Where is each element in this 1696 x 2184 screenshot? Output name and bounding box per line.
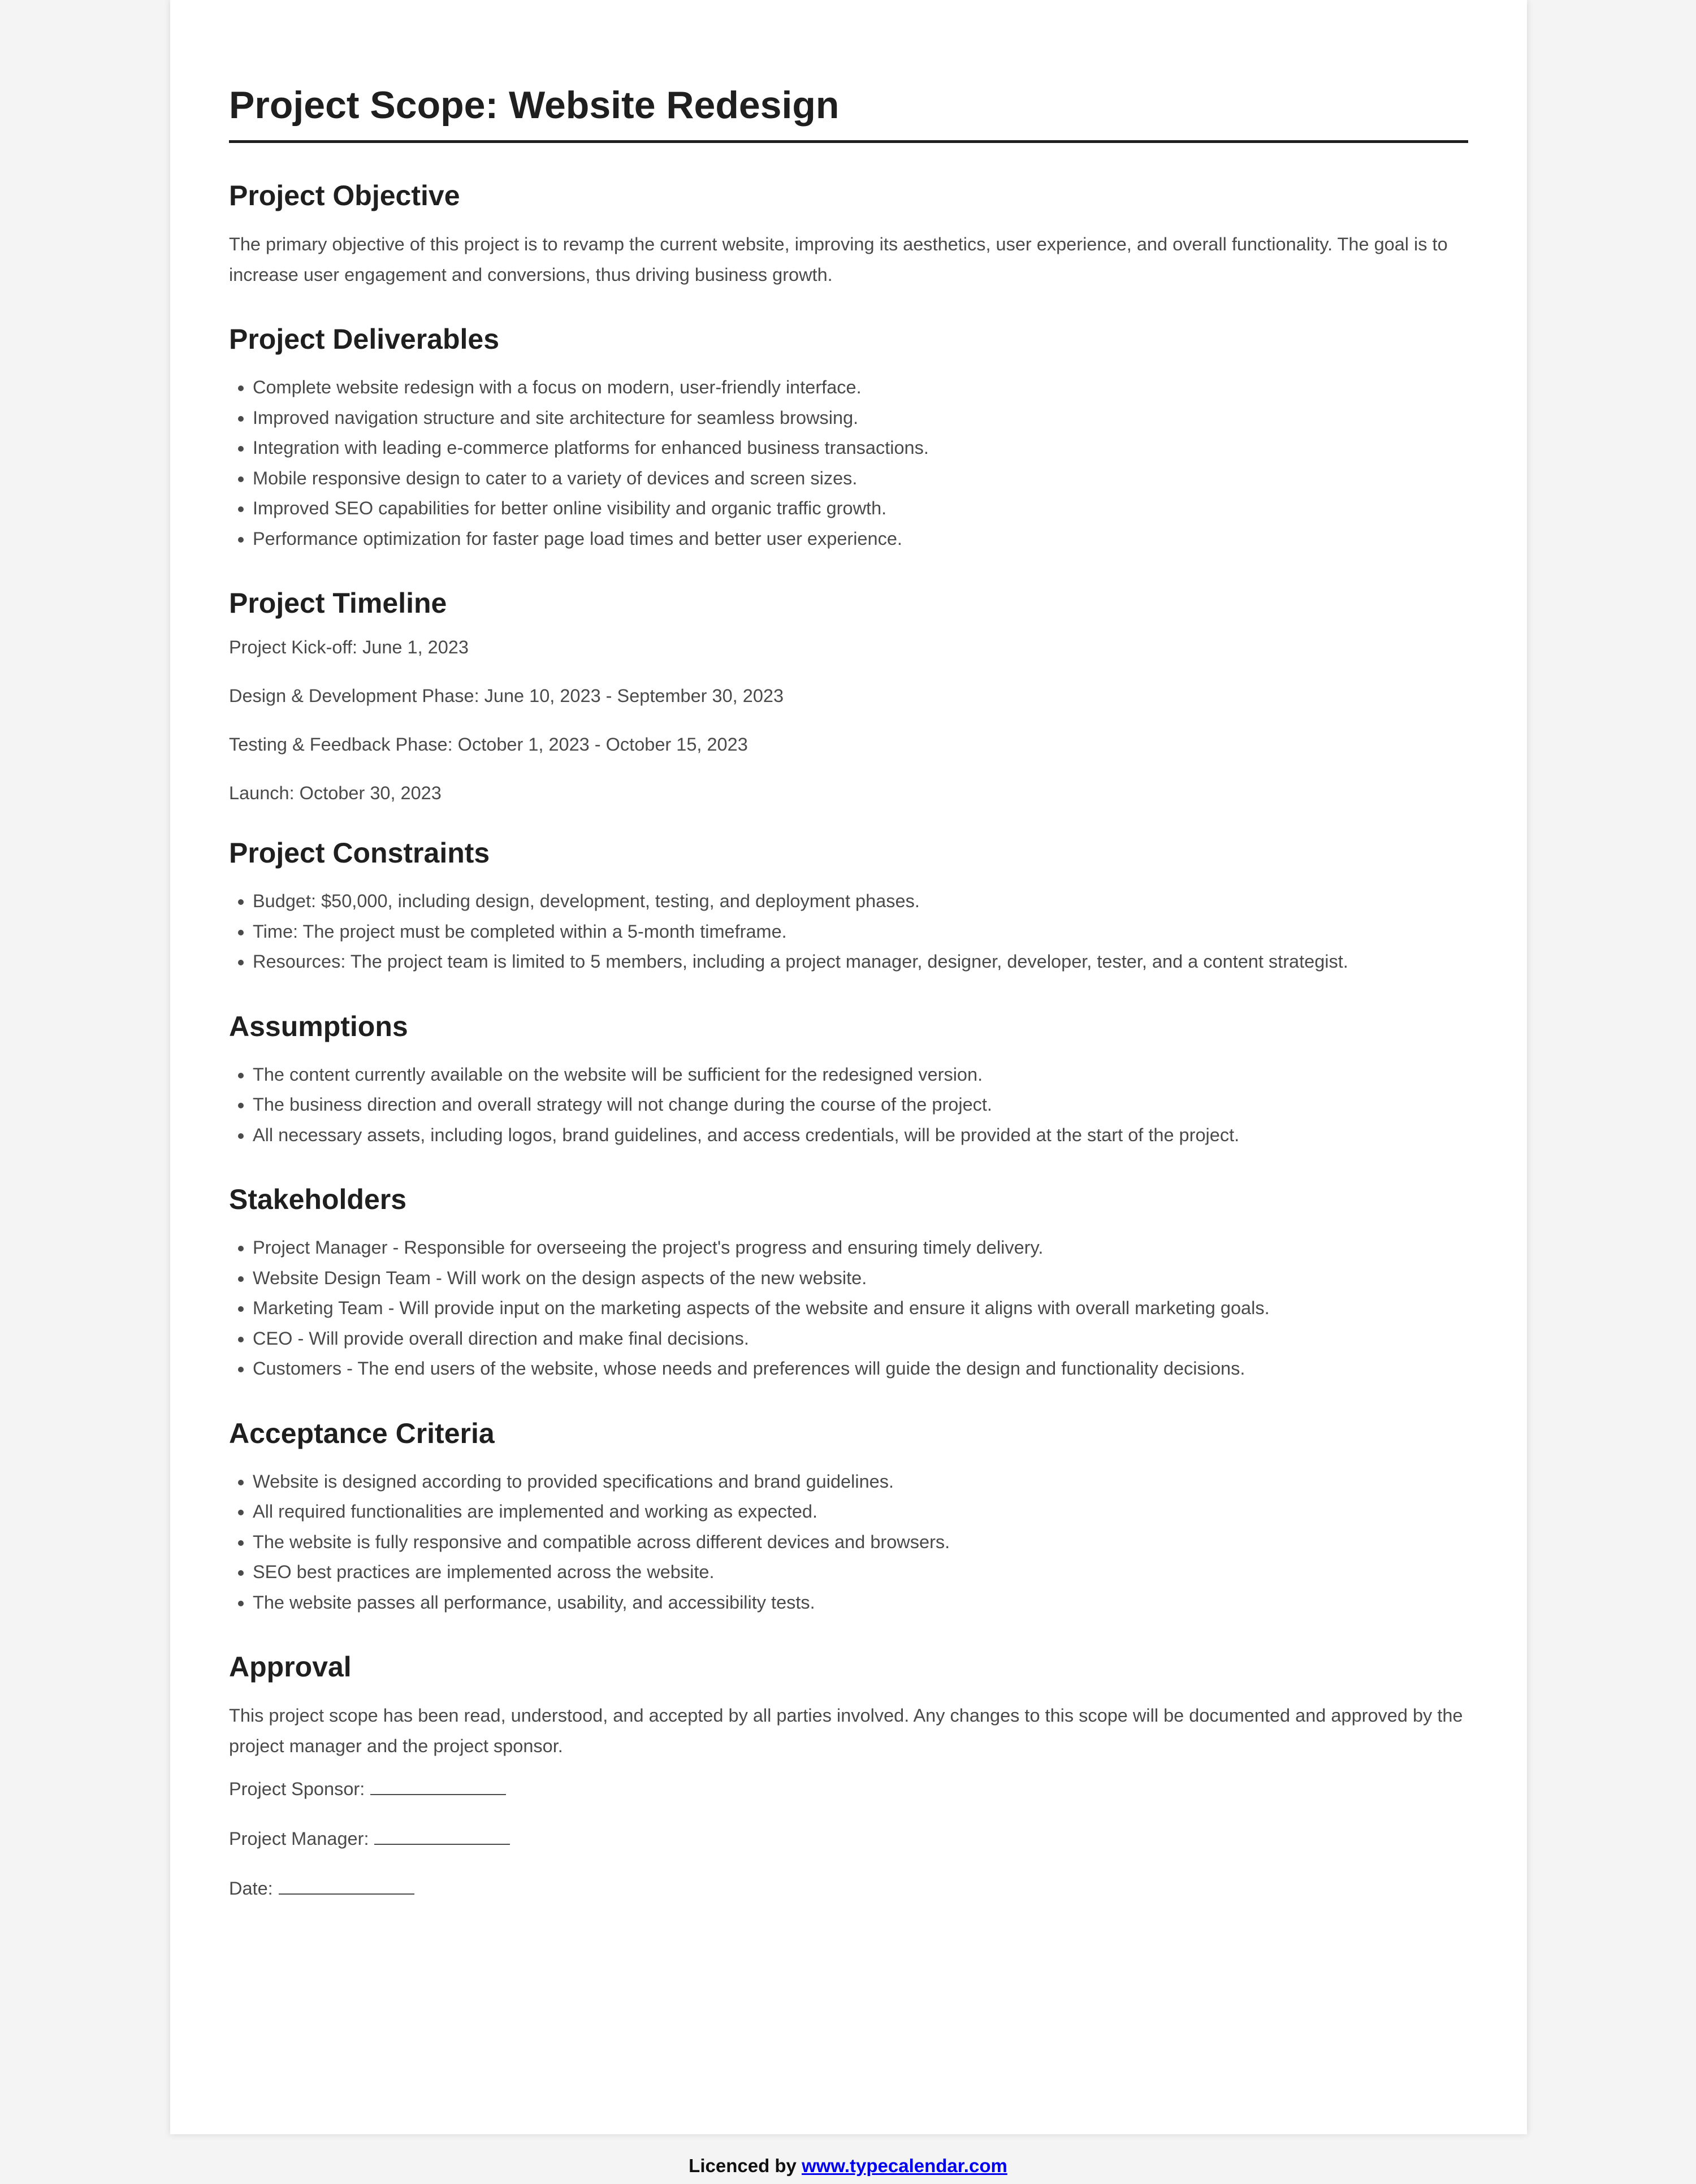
approval-section xyxy=(229,1649,1468,1899)
acceptance-heading: Acceptance Criteria xyxy=(229,1417,495,1449)
timeline-item: Project Kick-off: June 1, 2023 xyxy=(229,637,469,657)
objective-heading: Project Objective xyxy=(229,180,460,211)
list-item: • Performance optimization for faster page load times and better user experience. xyxy=(253,524,1468,554)
constraints-heading: Project Constraints xyxy=(229,837,490,869)
list-item: • Customers - The end users of the website, whose needs and preferences will guide the design and functionality decisions. xyxy=(253,1354,1468,1384)
timeline-heading: Project Timeline xyxy=(229,587,447,619)
approval-text: This project scope has been read, understood, and accepted by all parties involved. Any changes to this scope will be documented and approved by the project manager and the project sponsor. xyxy=(229,1705,1463,1756)
timeline-section xyxy=(229,586,1468,804)
sponsor-signature-line xyxy=(229,1777,1468,1800)
acceptance-section xyxy=(229,1416,1468,1618)
list-item: • All necessary assets, including logos, brand guidelines, and access credentials, will be provided at the start of the project. xyxy=(253,1120,1468,1151)
list-item: • Budget: $50,000, including design, development, testing, and deployment phases. xyxy=(253,886,1468,917)
deliverables-list xyxy=(229,372,1468,554)
licence-link[interactable]: www.typecalendar.com xyxy=(802,2155,1007,2176)
assumptions-list xyxy=(229,1060,1468,1151)
deliverables-section xyxy=(229,322,1468,554)
timeline-item: Testing & Feedback Phase: October 1, 2023 - October 15, 2023 xyxy=(229,734,748,755)
list-item: • All required functionalities are implemented and working as expected. xyxy=(253,1497,1468,1527)
list-item: • The website is fully responsive and compatible across different devices and browsers. xyxy=(253,1527,1468,1558)
manager-signature-line xyxy=(229,1827,1468,1849)
list-item: • Improved navigation structure and site architecture for seamless browsing. xyxy=(253,403,1468,434)
list-item: • Website Design Team - Will work on the design aspects of the new website. xyxy=(253,1263,1468,1294)
list-item: • CEO - Will provide overall direction and make final decisions. xyxy=(253,1324,1468,1354)
date-blank xyxy=(279,1877,414,1895)
acceptance-list xyxy=(229,1467,1468,1618)
date-signature-line xyxy=(229,1877,1468,1899)
timeline-item: Launch: October 30, 2023 xyxy=(229,783,442,803)
list-item: • Integration with leading e-commerce platforms for enhanced business transactions. xyxy=(253,433,1468,463)
stakeholders-list xyxy=(229,1233,1468,1384)
constraints-list xyxy=(229,886,1468,977)
stakeholders-heading: Stakeholders xyxy=(229,1184,407,1215)
deliverables-heading: Project Deliverables xyxy=(229,323,500,355)
document-page xyxy=(170,0,1527,2134)
list-item: • Mobile responsive design to cater to a variety of devices and screen sizes. xyxy=(253,463,1468,494)
stakeholders-section xyxy=(229,1182,1468,1384)
assumptions-section xyxy=(229,1009,1468,1151)
licence-prefix: Licenced by xyxy=(689,2155,797,2176)
list-item: • Website is designed according to provided specifications and brand guidelines. xyxy=(253,1467,1468,1497)
list-item: • Time: The project must be completed within a 5-month timeframe. xyxy=(253,917,1468,947)
timeline-item: Design & Development Phase: June 10, 2023 - September 30, 2023 xyxy=(229,686,784,706)
list-item: • SEO best practices are implemented across the website. xyxy=(253,1557,1468,1588)
manager-signature-blank xyxy=(374,1827,510,1845)
assumptions-heading: Assumptions xyxy=(229,1010,408,1042)
objective-text: The primary objective of this project is to revamp the current website, improving its aesthetics, user experience, and overall functionality. The goal is to increase user engagement and conversions, thus driving business growth. xyxy=(229,234,1448,285)
manager-label: Project Manager: xyxy=(229,1828,369,1849)
date-label: Date: xyxy=(229,1878,273,1899)
sponsor-label: Project Sponsor: xyxy=(229,1779,365,1799)
approval-heading: Approval xyxy=(229,1651,352,1683)
list-item: • Complete website redesign with a focus on modern, user-friendly interface. xyxy=(253,372,1468,403)
sponsor-signature-blank xyxy=(370,1777,506,1795)
list-item: • Project Manager - Responsible for overseeing the project's progress and ensuring timely delivery. xyxy=(253,1233,1468,1263)
list-item: • Resources: The project team is limited to 5 members, including a project manager, designer, developer, tester, and a content strategist. xyxy=(253,947,1468,977)
list-item: • The website passes all performance, usability, and accessibility tests. xyxy=(253,1588,1468,1618)
list-item: • The content currently available on the website will be sufficient for the redesigned version. xyxy=(253,1060,1468,1090)
objective-section xyxy=(229,178,1468,290)
constraints-section xyxy=(229,835,1468,977)
list-item: • The business direction and overall strategy will not change during the course of the project. xyxy=(253,1090,1468,1120)
list-item: • Improved SEO capabilities for better online visibility and organic traffic growth. xyxy=(253,493,1468,524)
list-item: • Marketing Team - Will provide input on the marketing aspects of the website and ensure it aligns with overall marketing goals. xyxy=(253,1293,1468,1324)
licence-footer xyxy=(0,2155,1696,2177)
page-title: Project Scope: Website Redesign xyxy=(229,0,1468,143)
